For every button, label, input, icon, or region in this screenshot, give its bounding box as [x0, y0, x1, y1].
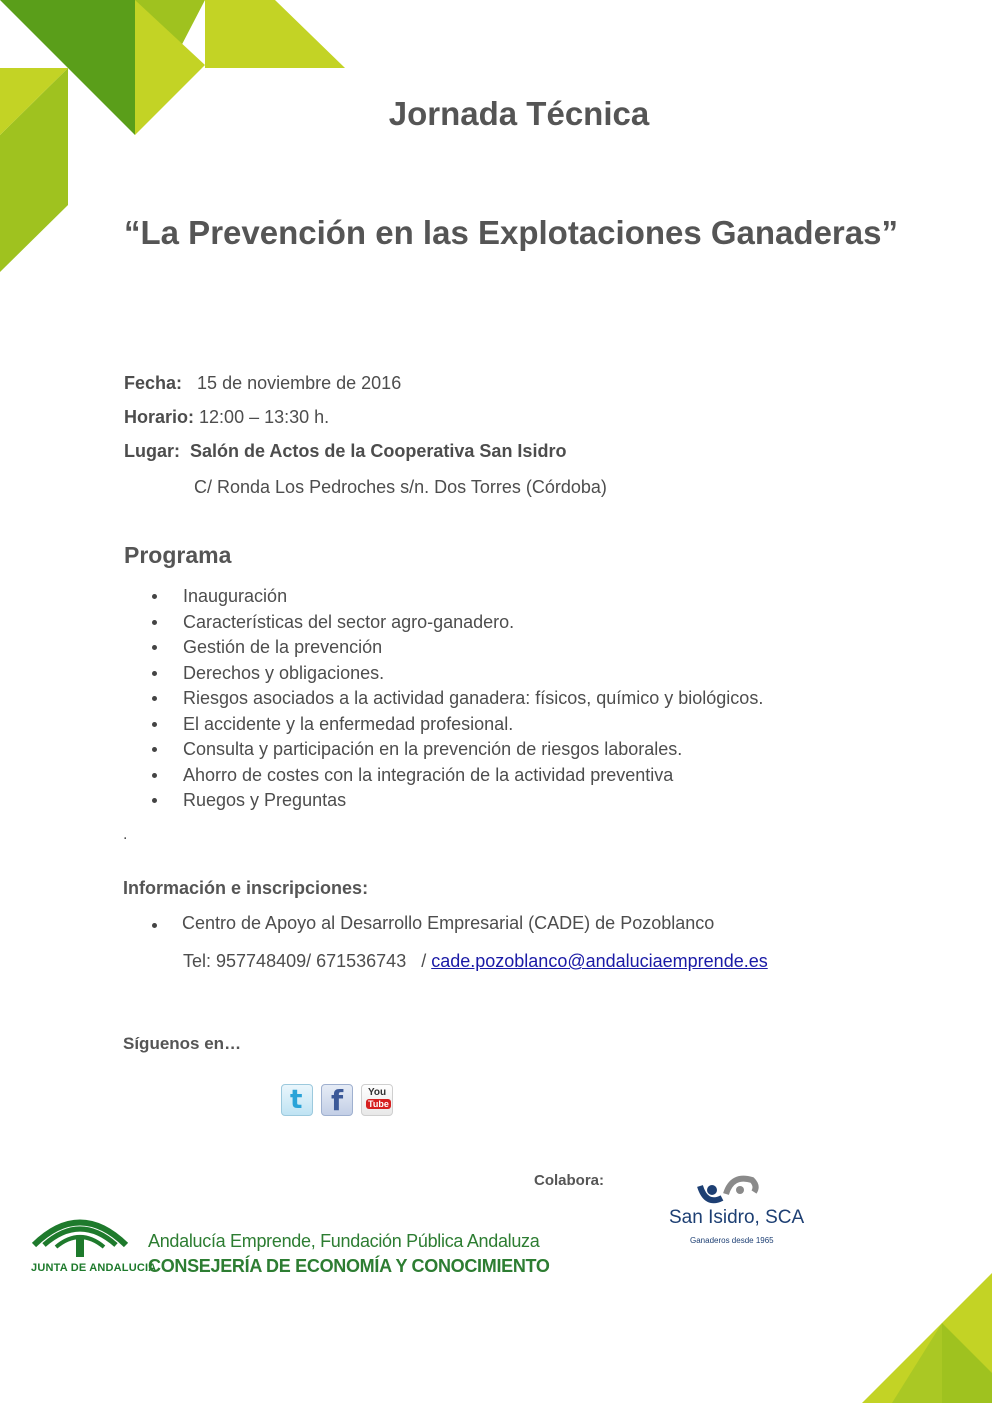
tel-text: Tel: 957748409/ 671536743 /	[183, 951, 432, 971]
fecha-row	[124, 373, 401, 394]
bullet-icon	[152, 696, 157, 701]
page-subtitle: “La Prevención en las Explotaciones Ganaderas”	[124, 214, 898, 251]
san-isidro-name: San Isidro, SCA	[669, 1207, 805, 1228]
san-isidro-logo-mark	[696, 1172, 760, 1208]
address: C/ Ronda Los Pedroches s/n. Dos Torres (Córdoba)	[194, 477, 607, 497]
twitter-icon[interactable]: t	[281, 1084, 313, 1116]
programa-heading: Programa	[124, 542, 232, 568]
email-link[interactable]: cade.pozoblanco@andaluciaemprende.es	[431, 951, 768, 971]
contact-line	[183, 951, 768, 972]
page-title: Jornada Técnica	[388, 95, 650, 132]
consejeria-text: CONSEJERÍA DE ECONOMÍA Y CONOCIMIENTO	[148, 1256, 550, 1276]
bullet-icon	[152, 671, 157, 676]
decorative-triangles-bottom	[862, 1273, 992, 1403]
horario-value: 12:00 – 13:30 h.	[199, 407, 330, 427]
siguenos-heading: Síguenos en…	[123, 1034, 242, 1053]
bullet-icon	[152, 645, 157, 650]
cade-text: Centro de Apoyo al Desarrollo Empresarial (CADE) de Pozoblanco	[182, 913, 715, 933]
bullet-icon	[152, 798, 157, 803]
lugar-value: Salón de Actos de la Cooperativa San Isidro	[190, 441, 567, 461]
lugar-label: Lugar:	[124, 441, 180, 461]
horario-label: Horario:	[124, 407, 195, 427]
fecha-value: 15 de noviembre de 2016	[197, 373, 402, 393]
youtube-icon[interactable]: You Tube	[361, 1084, 393, 1116]
bullet-icon	[152, 594, 157, 599]
facebook-icon[interactable]: f	[321, 1084, 353, 1116]
horario-row	[124, 407, 329, 428]
lugar-row	[124, 441, 566, 462]
junta-caption: JUNTA DE ANDALUCIA	[31, 1262, 157, 1274]
bullet-icon	[152, 620, 157, 625]
colabora-label: Colabora:	[534, 1172, 605, 1189]
bullet-icon	[152, 722, 157, 727]
stray-dot: .	[123, 826, 128, 843]
bullet-icon	[152, 773, 157, 778]
fecha-label: Fecha:	[124, 373, 183, 393]
inscripciones-heading: Información e inscripciones:	[123, 878, 369, 898]
san-isidro-tagline: Ganaderos desde 1965	[690, 1236, 774, 1245]
bullet-icon	[152, 747, 157, 752]
andalucia-emprende-text: Andalucía Emprende, Fundación Pública Andaluza	[148, 1231, 540, 1251]
bullet-icon	[152, 923, 157, 928]
